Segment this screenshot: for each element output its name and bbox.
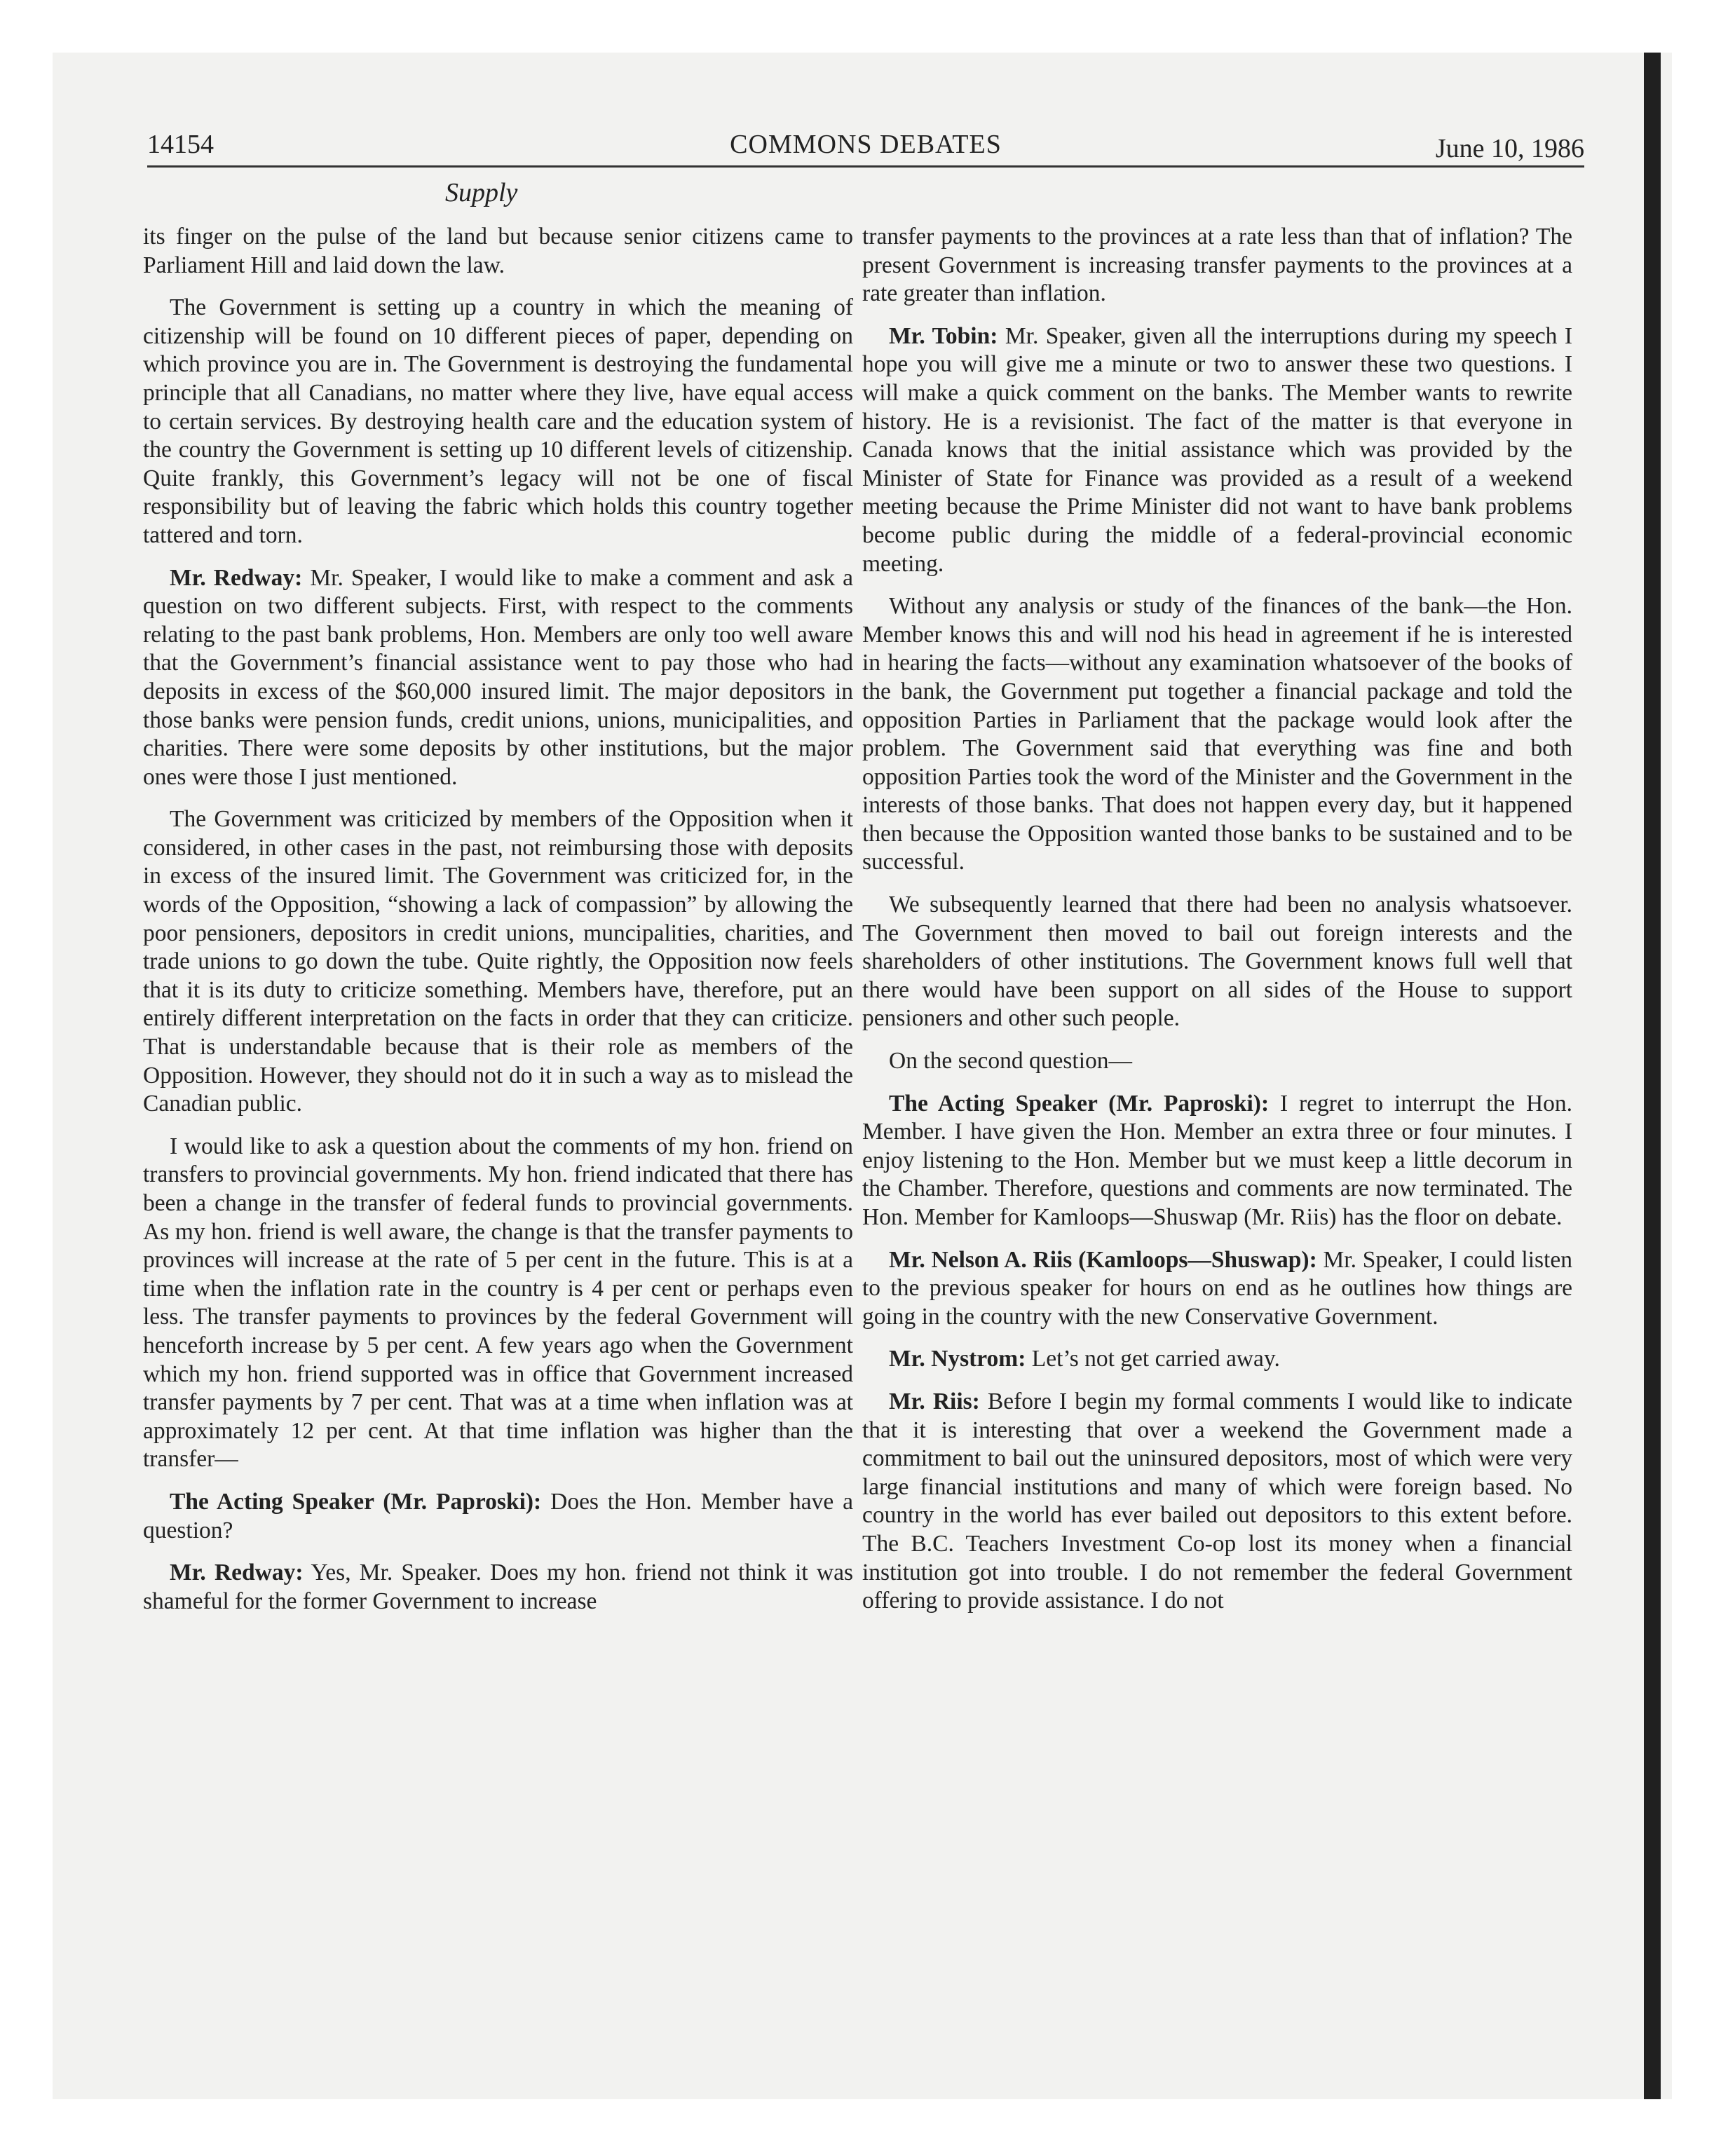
- speaker-name: Mr. Redway:: [170, 1560, 304, 1586]
- speaker-name: Mr. Nelson A. Riis (Kamloops—Shuswap):: [889, 1246, 1317, 1273]
- speaker-name: The Acting Speaker (Mr. Paproski):: [170, 1488, 542, 1515]
- scan-edge-bar: [1644, 53, 1661, 2099]
- paragraph: [143, 1133, 853, 1474]
- publication-title: COMMONS DEBATES: [730, 130, 1002, 159]
- paragraph-text: Does the Hon. Member have a question?: [143, 1488, 854, 1543]
- paragraph-text: Before I begin my formal comments I would like to indicate that it is interesting that over a weekend the Government made a commitment to bail out the uninsured depositors, most of which were very large financial institutions and many of which were foreign based. No country in the world has ever bailed out depositors to this extent before. The B.C. Teachers Investment Co-op lost its money when a financial institution got into trouble. I do not remember the federal Government offering to provide assistance. I do not: [862, 1388, 1572, 1614]
- paragraph: [143, 1488, 853, 1545]
- paragraph: [862, 1388, 1572, 1616]
- paragraph-text: We subsequently learned that there had been no analysis whatsoever. The Government then moved to bail out foreign interests and the shareholders of other institutions. The Government knows full well that there would have been support on all sides of the House to support pensioners and other such people.: [862, 892, 1572, 1032]
- paragraph: [862, 891, 1572, 1033]
- paragraph: [862, 1047, 1572, 1076]
- paragraph: [862, 1345, 1572, 1374]
- right-column: [862, 223, 1572, 1630]
- paragraph-text: Without any analysis or study of the finances of the bank—the Hon. Member knows this and will nod his head in agreement if he is interested in hearing the facts—without any examination whatsoever of the books of the bank, the Government put together a financial package and told the opposition Parties in Parliament that the package would look after the problem. The Government said that everything was fine and both opposition Parties took the word of the Minister and the Government in the interests of those banks. That does not happen every day, but it happened then because the Opposition wanted those banks to be sustained and to be successful.: [862, 593, 1572, 875]
- paragraph-text: Let’s not get carried away.: [1031, 1346, 1280, 1372]
- speaker-name: Mr. Nystrom:: [889, 1346, 1026, 1372]
- paragraph-text: The Government is setting up a country in which the meaning of citizenship will be found on 10 different pieces of paper, depending on which province you are in. The Government is destroying the fundamental principle that all Canadians, no matter where they live, have equal access to certain services. By destroying health care and the education system of the country the Government is setting up 10 different levels of citizenship. Quite frankly, this Government’s legacy will not be one of fiscal responsibility but of leaving the fabric which holds this country together tattered and torn.: [143, 294, 853, 548]
- paragraph: [143, 223, 853, 280]
- paragraph: [862, 1246, 1572, 1332]
- paragraph: [143, 564, 853, 792]
- paragraph-text: The Government was criticized by members of the Opposition when it considered, in other cases in the past, not reimbursing those with deposits in excess of the insured limit. The Government was criticized for, in the words of the Opposition, “showing a lack of compassion” by allowing the poor pensioners, depositors in credit unions, muncipalities, charities, and trade unions to go down the tube. Quite rightly, the Opposition now feels that it is its duty to criticize something. Members have, therefore, put an entirely different interpretation on the facts in order that they can criticize. That is understandable because that is their role as members of the Opposition. However, they should not do it in such a way as to mislead the Canadian public.: [143, 806, 853, 1117]
- paragraph-text: Mr. Speaker, I would like to make a comment and ask a question on two different subjects. First, with respect to the comments relating to the past bank problems, Hon. Members are only too well aware that the Government’s financial assistance went to pay those who had deposits in excess of the $60,000 insured limit. The major depositors in those banks were pension funds, credit unions, unions, municipalities, and charities. There were some deposits by other institutions, but the major ones were those I just mentioned.: [143, 564, 853, 790]
- paragraph-text: Yes, Mr. Speaker. Does my hon. friend not think it was shameful for the former Government to increase: [143, 1560, 853, 1614]
- speaker-name: Mr. Tobin:: [889, 322, 998, 349]
- paragraph-text: Mr. Speaker, I could listen to the previous speaker for hours on end as he outlines how things are going in the country with the new Conservative Government.: [862, 1246, 1573, 1330]
- paragraph: [143, 294, 853, 550]
- section-title: Supply: [445, 178, 518, 207]
- header-rule: [147, 165, 1584, 168]
- page-number: 14154: [147, 130, 214, 159]
- paragraph: [862, 322, 1572, 578]
- running-header: [147, 125, 1584, 164]
- paragraph-text: On the second question—: [889, 1048, 1133, 1074]
- paragraph-text: its finger on the pulse of the land but because senior citizens came to Parliament Hill and laid down the law.: [143, 224, 853, 278]
- publication-date: June 10, 1986: [1435, 134, 1584, 163]
- paragraph-text: Mr. Speaker, given all the interruptions during my speech I hope you will give me a minute or two to answer these two questions. I will make a quick comment on the banks. The Member wants to rewrite history. He is a revisionist. The fact of the matter is that everyone in Canada knows that the initial assistance which was provided by the Minister of State for Finance was provided as a result of a weekend meeting because the Prime Minister did not want to have bank problems become public during the middle of a federal-provincial economic meeting.: [862, 322, 1573, 577]
- paragraph: [143, 805, 853, 1119]
- paragraph-text: I regret to interrupt the Hon. Member. I have given the Hon. Member an extra three or four minutes. I enjoy listening to the Hon. Member but we must keep a little decorum in the Chamber. Therefore, questions and comments are now terminated. The Hon. Member for Kamloops—Shuswap (Mr. Riis) has the floor on debate.: [862, 1090, 1573, 1230]
- speaker-name: Mr. Riis:: [889, 1388, 980, 1414]
- left-column: [143, 223, 853, 1630]
- speaker-name: The Acting Speaker (Mr. Paproski):: [889, 1090, 1270, 1117]
- speaker-name: Mr. Redway:: [170, 564, 303, 591]
- paragraph-text: transfer payments to the provinces at a rate less than that of inflation? The present Government is increasing transfer payments to the provinces at a rate greater than inflation.: [862, 224, 1572, 307]
- paragraph: [862, 1090, 1572, 1232]
- paragraph-text: I would like to ask a question about the comments of my hon. friend on transfers to provincial governments. My hon. friend indicated that there has been a change in the transfer of federal funds to provincial governments. As my hon. friend is well aware, the change is that the transfer payments to provinces will increase at the rate of 5 per cent in the future. This is at a time when the inflation rate in the country is 4 per cent or perhaps even less. The transfer payments to provinces by the federal Government will henceforth increase by 5 per cent. A few years ago when the Government which my hon. friend supported was in office that Government increased transfer payments by 7 per cent. That was at a time when inflation was at approximately 12 per cent. At that time inflation was higher than the transfer—: [143, 1133, 853, 1473]
- paragraph: [862, 592, 1572, 877]
- paragraph: [143, 1559, 853, 1616]
- paragraph: [862, 223, 1572, 308]
